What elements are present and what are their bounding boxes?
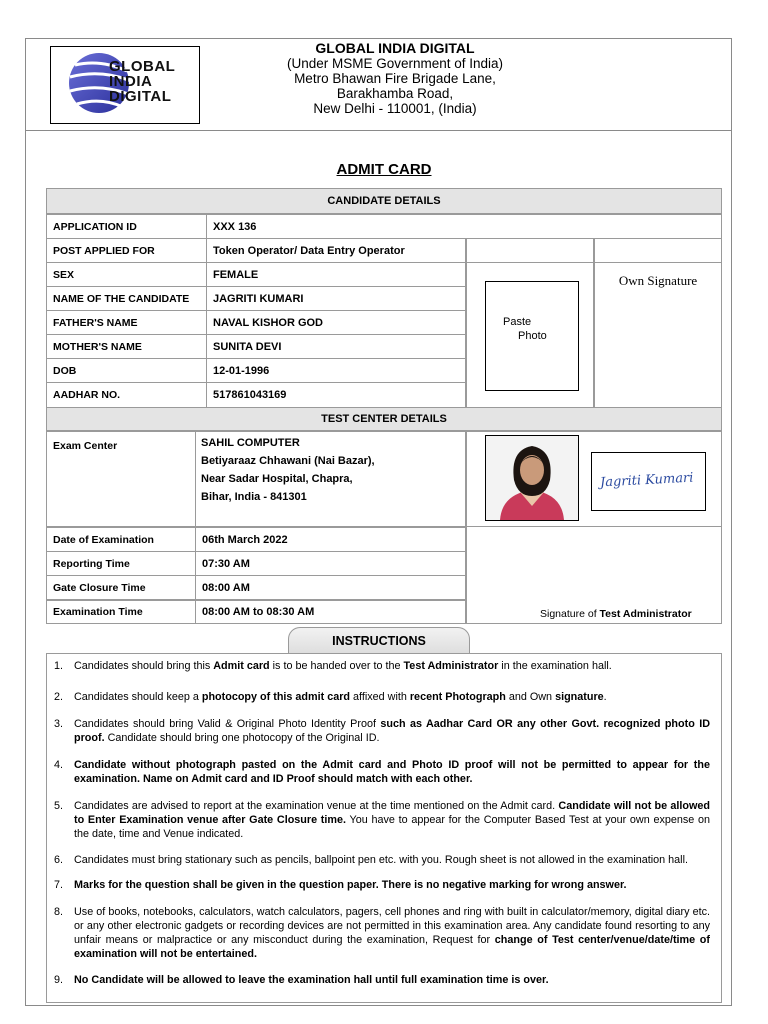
exam-field-value: 07:30 AM: [195, 551, 466, 576]
instruction-number: 9.: [54, 974, 64, 986]
candidate-field-value: 12-01-1996: [206, 358, 466, 383]
instruction-number: 7.: [54, 879, 64, 891]
instruction-number: 5.: [54, 800, 64, 812]
paste-photo-box: Paste Photo: [485, 281, 579, 391]
instruction-item: Use of books, notebooks, calculators, watch calculators, pagers, cell phones and ring with built in calculator/memory, digital diary etc. or any other electronic gadgets or recording devices are not permitted in this examination area. Any candidate found resorting to any unfair means or malpractice or any misconduct during the examination, Request for change of Test center/venue/date/time of examination will not be entertained.: [74, 906, 710, 960]
org-line: (Under MSME Government of India): [286, 56, 504, 71]
candidate-field-value: JAGRITI KUMARI: [206, 286, 466, 311]
exam-field-label: Date of Examination: [46, 527, 196, 552]
instruction-item: Candidates must bring stationary such as pencils, ballpoint pen etc. with you. Rough sheet is not allowed in the examination hall.: [74, 854, 688, 866]
candidate-field-label: NAME OF THE CANDIDATE: [46, 286, 207, 311]
own-signature-cell: Own Signature: [594, 262, 722, 408]
instruction-number: 4.: [54, 759, 64, 771]
candidate-field-value: 517861043169: [206, 382, 466, 408]
admin-signature-label: Signature of Test Administrator: [540, 608, 692, 620]
header-divider: [25, 130, 732, 131]
instruction-number: 3.: [54, 718, 64, 730]
instruction-item: Candidates are advised to report at the examination venue at the time mentioned on the Admit card. Candidate will not be allowed to Enter Examination venue after Gate Closure time. You have to appear for the Computer Based Test at your own expense on the date, time and Venue indicated.: [74, 800, 710, 840]
instruction-number: 8.: [54, 906, 64, 918]
empty-cell: [466, 238, 594, 263]
instruction-number: 6.: [54, 854, 64, 866]
instruction-number: 1.: [54, 660, 64, 672]
candidate-signature: Jagriti Kumari: [599, 470, 694, 491]
candidate-field-label: FATHER'S NAME: [46, 310, 207, 335]
candidate-field-value: XXX 136: [206, 214, 722, 239]
exam-center-label: Exam Center: [46, 431, 196, 527]
instruction-number: 2.: [54, 691, 64, 703]
logo-frame: [50, 46, 200, 124]
candidate-field-value: FEMALE: [206, 262, 466, 287]
org-line: New Delhi - 110001, (India): [313, 101, 477, 116]
candidate-field-value: NAVAL KISHOR GOD: [206, 310, 466, 335]
instruction-item: Candidates should bring Valid & Original Photo Identity Proof such as Aadhar Card OR any other Govt. recognized photo ID proof. Candidate should bring one photocopy of the Original ID.: [74, 718, 710, 744]
candidate-field-value: Token Operator/ Data Entry Operator: [206, 238, 466, 263]
org-line: Barakhamba Road,: [336, 86, 454, 101]
logo-wordmark: GLOBAL INDIA DIGITAL: [109, 58, 176, 105]
empty-cell: [594, 238, 722, 263]
instruction-item: Marks for the question shall be given in the question paper. There is no negative marking for wrong answer.: [74, 879, 627, 891]
page-title: ADMIT CARD: [336, 161, 432, 178]
candidate-portrait-icon: [486, 436, 578, 520]
instruction-item: Candidates should keep a photocopy of this admit card affixed with recent Photograph and Own signature.: [74, 691, 607, 703]
instructions-heading: INSTRUCTIONS: [288, 627, 470, 653]
org-address: [270, 41, 520, 116]
exam-center-address: SAHIL COMPUTER Betiyaraaz Chhawani (Nai Bazar), Near Sadar Hospital, Chapra, Bihar, India - 841301: [201, 437, 375, 503]
instruction-item: No Candidate will be allowed to leave the examination hall until full examination time is over.: [74, 974, 549, 986]
candidate-field-label: POST APPLIED FOR: [46, 238, 207, 263]
candidate-field-label: AADHAR NO.: [46, 382, 207, 408]
instruction-item: Candidate without photograph pasted on the Admit card and Photo ID proof will not be permitted to appear for the examination. Name on Admit card and ID Proof should match with each other.: [74, 759, 710, 785]
exam-field-label: Examination Time: [46, 600, 196, 624]
candidate-details-heading: CANDIDATE DETAILS: [46, 188, 722, 214]
exam-field-value: 08:00 AM: [195, 575, 466, 600]
candidate-photo: [485, 435, 579, 521]
org-line: Metro Bhawan Fire Brigade Lane,: [294, 71, 496, 86]
candidate-field-label: MOTHER'S NAME: [46, 334, 207, 359]
exam-field-label: Reporting Time: [46, 551, 196, 576]
exam-field-value: 06th March 2022: [195, 527, 466, 552]
exam-field-label: Gate Closure Time: [46, 575, 196, 600]
exam-field-value: 08:00 AM to 08:30 AM: [195, 600, 466, 624]
instruction-item: Candidates should bring this Admit card is to be handed over to the Test Administrator in the examination hall.: [74, 660, 612, 672]
candidate-field-label: DOB: [46, 358, 207, 383]
test-center-heading: TEST CENTER DETAILS: [46, 407, 722, 431]
candidate-field-value: SUNITA DEVI: [206, 334, 466, 359]
org-name: GLOBAL INDIA DIGITAL: [315, 40, 475, 56]
candidate-field-label: APPLICATION ID: [46, 214, 207, 239]
candidate-signature-box: [591, 452, 706, 511]
candidate-field-label: SEX: [46, 262, 207, 287]
